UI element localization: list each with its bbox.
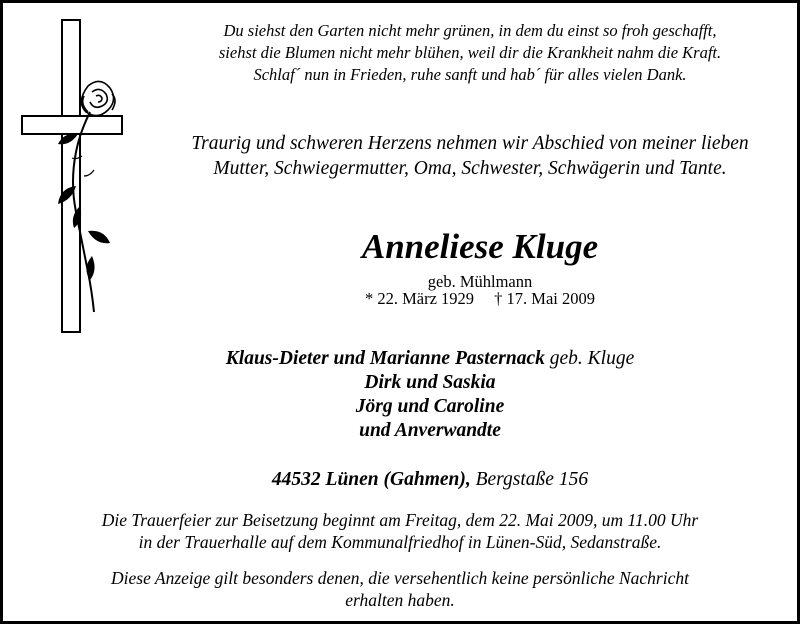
family-line (100, 419, 760, 443)
family-line (100, 347, 760, 371)
address-city: 44532 Lünen (Gahmen), (271, 469, 471, 490)
deceased-name: Anneliese Kluge (361, 227, 599, 266)
intro-text (150, 131, 790, 181)
address (100, 468, 760, 492)
intro-line: Mutter, Schwiegermutter, Oma, Schwester, Schwägerin und Tante. (213, 158, 727, 179)
family-name: und Anverwandte (359, 420, 501, 441)
family-line (100, 371, 760, 395)
note-line: Diese Anzeige gilt besonders denen, die versehentlich keine persönliche Nachricht (111, 568, 689, 588)
memorial-poem (150, 20, 790, 86)
poem-line: Schlaf´ nun in Frieden, ruhe sanft und hab´ für alles vielen Dank. (253, 65, 687, 84)
note-line: erhalten haben. (345, 590, 455, 610)
cross-with-rose-icon (18, 16, 128, 336)
family-main-names: Klaus-Dieter und Marianne Pasternack (225, 348, 545, 369)
address-street: Bergstaße 156 (475, 469, 589, 490)
intro-line: Traurig und schweren Herzens nehmen wir Abschied von meiner lieben (191, 133, 749, 154)
life-dates (240, 289, 720, 309)
family-line (100, 395, 760, 419)
notice-note (30, 567, 770, 611)
ceremony-line: in der Trauerhalle auf dem Kommunalfriedhof in Lünen-Süd, Sedanstraße. (138, 532, 662, 552)
family-name: Jörg und Caroline (355, 396, 505, 417)
death-date: 17. Mai 2009 (506, 289, 596, 308)
death-cross-icon: † (494, 289, 503, 308)
poem-line: siehst die Blumen nicht mehr blühen, weil dir die Krankheit nahm die Kraft. (218, 43, 722, 62)
birth-date: 22. März 1929 (377, 289, 475, 308)
family-birth-name: geb. Kluge (549, 348, 635, 369)
birth-name: geb. Mühlmann (427, 272, 533, 291)
family-name: Dirk und Saskia (364, 372, 496, 393)
family-members (100, 347, 760, 443)
ceremony-line: Die Trauerfeier zur Beisetzung beginnt am Freitag, dem 22. Mai 2009, um 11.00 Uhr (101, 510, 699, 530)
poem-line: Du siehst den Garten nicht mehr grünen, in dem du einst so froh geschafft, (223, 21, 717, 40)
birth-star-icon: * (364, 289, 374, 308)
ceremony-info (30, 509, 770, 553)
